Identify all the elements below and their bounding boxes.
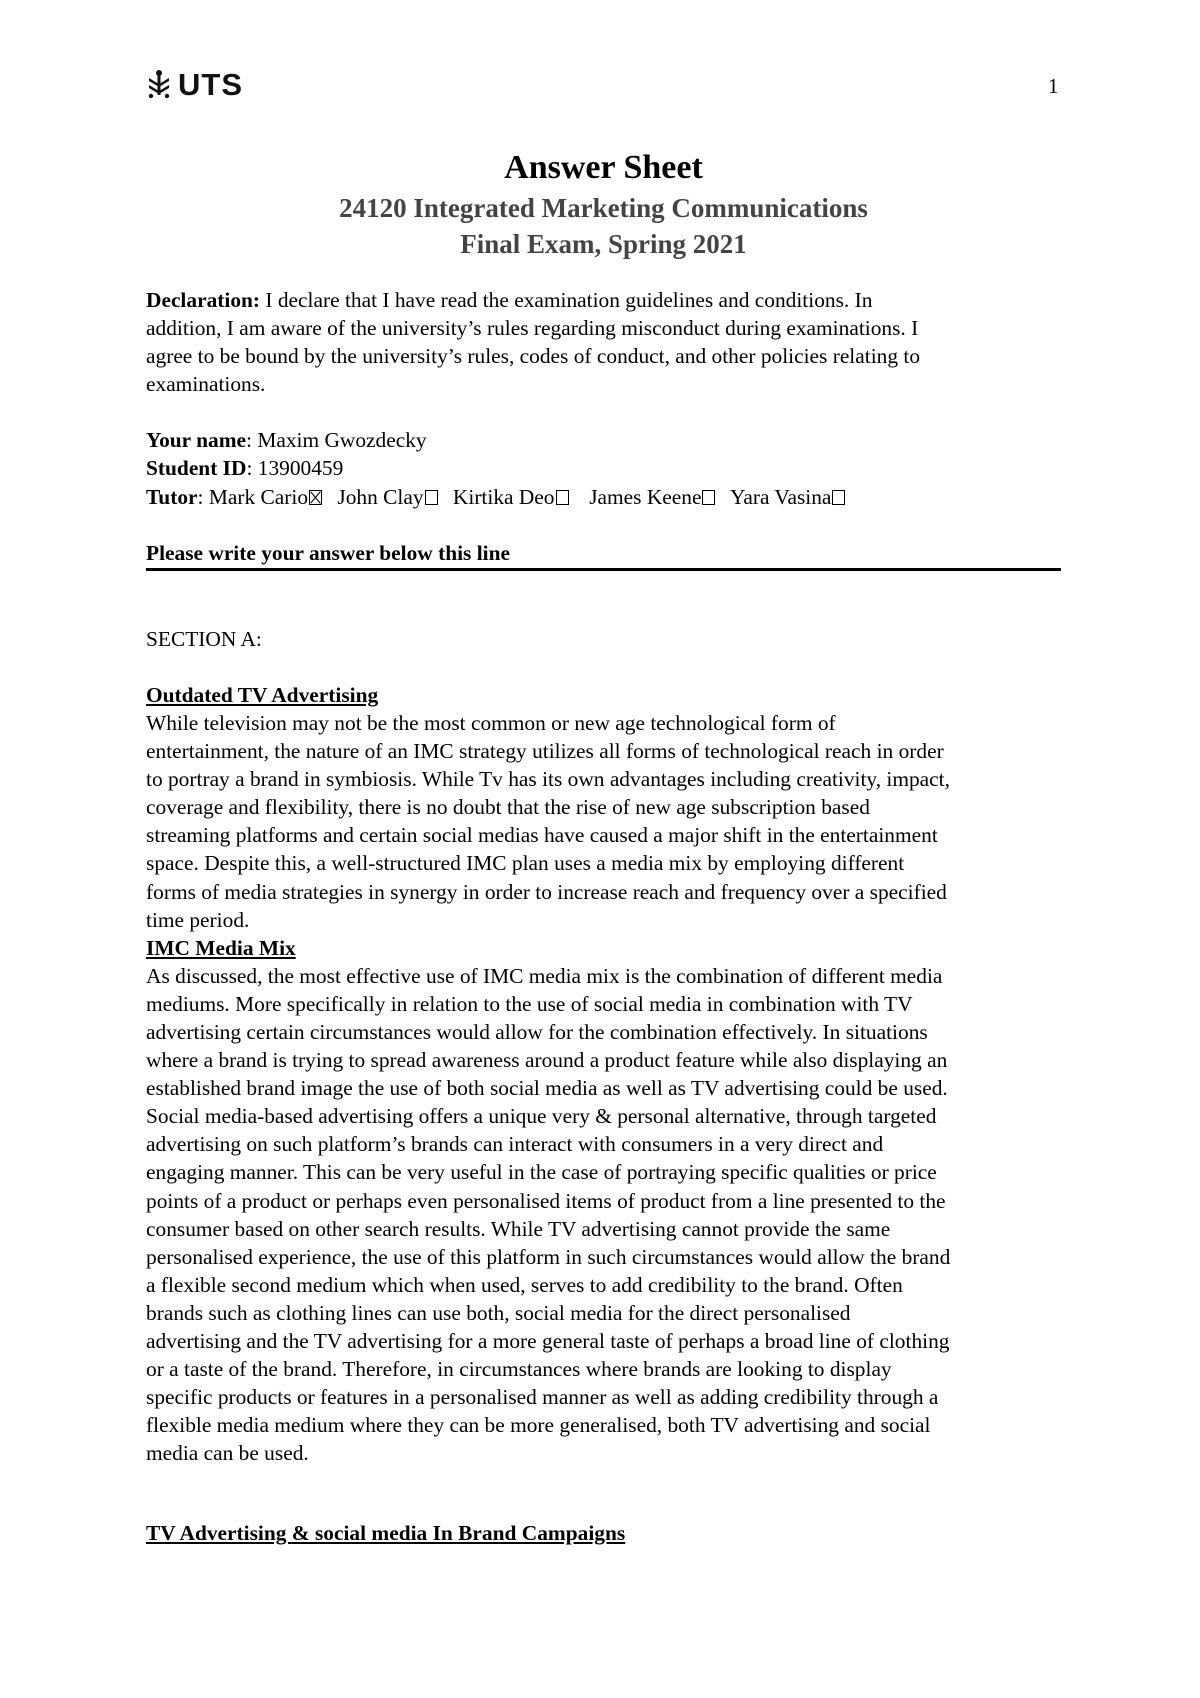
- student-name-line: [146, 426, 1066, 454]
- tutor-name: Kirtika Deo: [452, 484, 555, 509]
- section-paragraph: As discussed, the most effective use of IMC media mix is the combination of different media mediums. More specifically in relation to the use of social media in combination with TV advertising certain circumstances would allow for the combination effectively. In situations where a brand is trying to spread awareness around a product feature while also displaying an established brand image the use of both social media as well as TV advertising could be used. Social media-based advertising offers a unique very & personal alternative, through targeted advertising on such platform’s brands can interact with consumers in a very direct and engaging manner. This can be very useful in the case of portraying specific qualities or price points of a product or perhaps even personalised items of product from a line presented to the consumer based on other search results. While TV advertising cannot provide the same personalised experience, the use of this platform in such circumstances would allow the brand a flexible second medium which when used, serves to add credibility to the brand. Often brands such as clothing lines can use both, social media for the direct personalised advertising and the TV advertising for a more general taste of perhaps a broad line of clothing or a taste of the brand. Therefore, in circumstances where brands are looking to display specific products or features in a personalised manner as well as adding credibility through a flexible media medium where they can be more generalised, both TV advertising and social media can be used.: [146, 963, 951, 1466]
- tutor-checkbox[interactable]: [425, 490, 438, 505]
- logo-text: UTS: [178, 66, 243, 102]
- section-heading: IMC Media Mix: [146, 935, 296, 960]
- exam-subtitle: Final Exam, Spring 2021: [460, 229, 747, 259]
- tutor-checkbox[interactable]: [702, 490, 715, 505]
- uts-logo: [146, 64, 243, 104]
- declaration-line: I declare that I have read the examination guidelines and conditions. In: [260, 288, 873, 312]
- declaration-label: Declaration:: [146, 288, 261, 312]
- tutor-name: John Clay: [337, 484, 424, 509]
- student-id-line: [146, 454, 1066, 482]
- tutor-checkbox[interactable]: [832, 490, 845, 505]
- tutor-checkbox-checked[interactable]: [309, 490, 322, 505]
- student-id-value: : 13900459: [246, 456, 344, 481]
- student-id-label: Student ID: [146, 456, 247, 481]
- document-title: Answer Sheet: [504, 149, 703, 186]
- document-body: [146, 286, 1066, 1548]
- declaration-line: agree to be bound by the university’s rules, codes of conduct, and other policies relating to: [146, 344, 921, 369]
- section-label: SECTION A:: [146, 626, 262, 651]
- tutor-option[interactable]: [453, 485, 569, 509]
- declaration-line: examinations.: [146, 372, 266, 397]
- tutor-line: Tutor: Mark Cario John Clay Kirtika Deo James Keene Yara Vasina: [146, 483, 1066, 511]
- tutor-label: Tutor: [146, 484, 198, 509]
- title-block: [146, 146, 1061, 262]
- tutor-name: James Keene: [589, 484, 702, 509]
- tutor-option[interactable]: [589, 485, 715, 509]
- tutor-option[interactable]: [730, 485, 845, 509]
- section-heading: Outdated TV Advertising: [146, 682, 379, 707]
- tutor-option[interactable]: [209, 485, 322, 509]
- name-value: : Maxim Gwozdecky: [246, 428, 427, 453]
- tutor-name: Yara Vasina: [730, 484, 832, 509]
- section-paragraph: While television may not be the most common or new age technological form of entertainment, the nature of an IMC strategy utilizes all forms of technological reach in order to portray a brand in symbiosis. While Tv has its own advantages including creativity, impact, coverage and flexibility, there is no doubt that the rise of new age subscription based streaming platforms and certain social medias have caused a major shift in the entertainment space. Despite this, a well-structured IMC plan uses a media mix by employing different forms of media strategies in synergy in order to increase reach and frequency over a specified time period.: [146, 710, 950, 932]
- page-number: 1: [1048, 74, 1059, 98]
- tutor-option[interactable]: [337, 485, 437, 509]
- answer-line-instruction: Please write your answer below this line: [146, 539, 1061, 571]
- course-subtitle: 24120 Integrated Marketing Communications: [339, 193, 868, 223]
- declaration-paragraph: [146, 286, 1066, 398]
- uts-crest-icon: [146, 69, 172, 99]
- tutor-name: Mark Cario: [208, 484, 309, 509]
- declaration-line: addition, I am aware of the university’s rules regarding misconduct during examinations. I: [146, 316, 919, 341]
- name-label: Your name: [146, 428, 247, 453]
- tutor-checkbox[interactable]: [556, 490, 569, 505]
- section-heading: TV Advertising & social media In Brand Campaigns: [146, 1521, 626, 1546]
